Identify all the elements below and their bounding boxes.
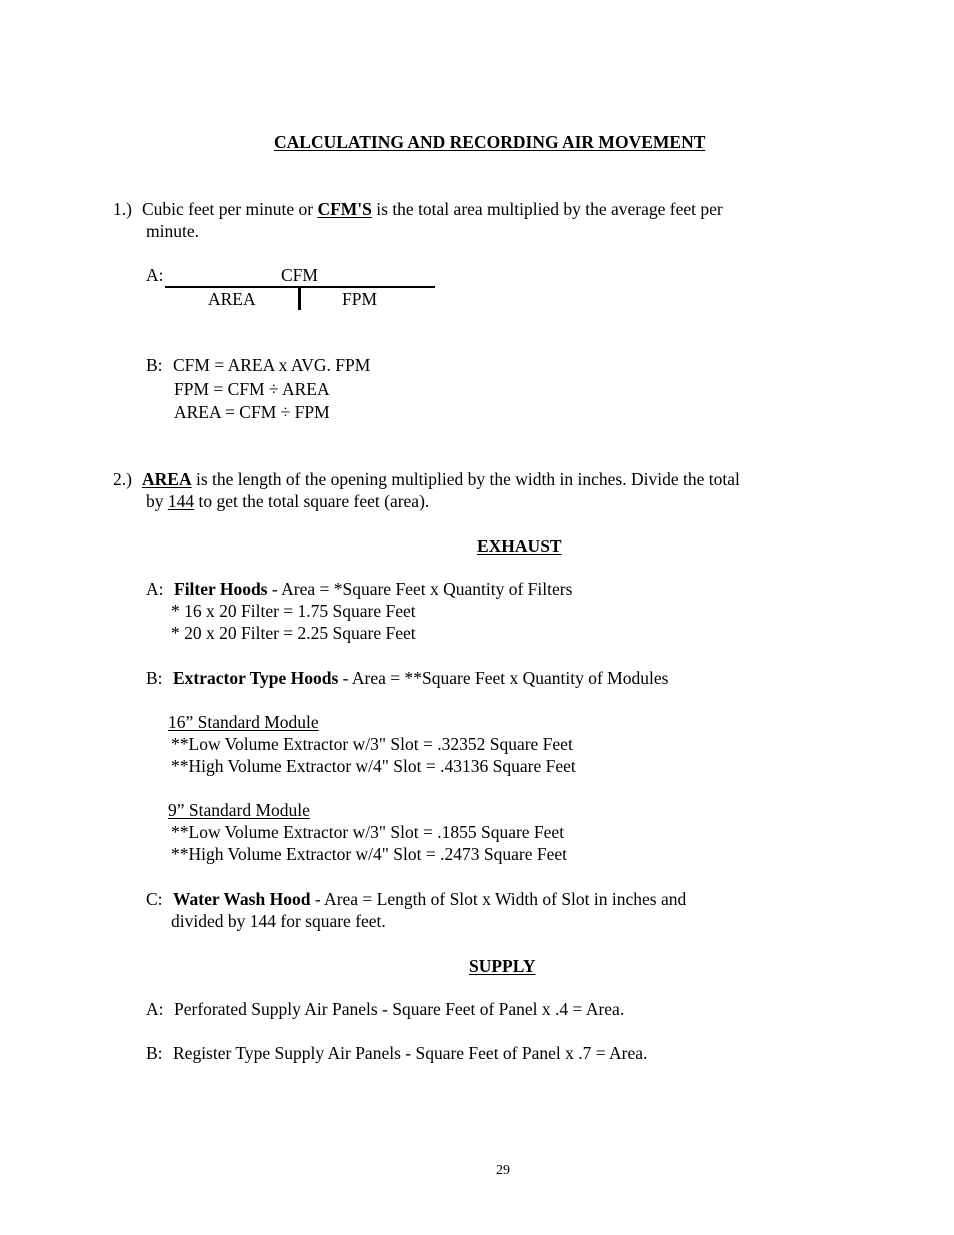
exhaust-heading: EXHAUST — [477, 536, 562, 556]
filter-16x20: * 16 x 20 Filter = 1.75 Square Feet — [171, 601, 416, 621]
area-term: AREA — [142, 469, 192, 489]
supply-a-label: A: — [146, 999, 164, 1019]
extractor-hoods-term: Extractor Type Hoods — [173, 668, 339, 688]
exhaust-c-line — [173, 888, 686, 910]
supply-b-text: Register Type Supply Air Panels - Square Feet of Panel x .7 = Area. — [173, 1043, 648, 1063]
item-2-line-2-post: to get the total square feet (area). — [194, 491, 430, 511]
module-9-high: **High Volume Extractor w/4" Slot = .2473 Square Feet — [171, 844, 567, 864]
item-2-line-1-post: is the length of the opening multiplied by the width in inches. Divide the total — [191, 469, 740, 489]
diagram-cfm: CFM — [281, 265, 318, 285]
formula-fpm: FPM = CFM ÷ AREA — [174, 379, 330, 399]
item-1-line-1-pre: Cubic feet per minute or — [142, 199, 318, 219]
module-16-low: **Low Volume Extractor w/3" Slot = .32352 Square Feet — [171, 734, 573, 754]
diagram-fpm: FPM — [342, 289, 378, 309]
item-2-number: 2.) — [113, 469, 132, 489]
formulas-label: B: — [146, 355, 163, 375]
water-wash-term: Water Wash Hood — [173, 889, 311, 909]
diagram-label: A: — [146, 265, 164, 285]
exhaust-b-label: B: — [146, 668, 163, 688]
item-2-line-2 — [146, 490, 429, 512]
exhaust-c-line-2: divided by 144 for square feet. — [171, 911, 386, 931]
divisor-144: 144 — [167, 491, 195, 511]
module-9-low: **Low Volume Extractor w/3" Slot = .1855 Square Feet — [171, 822, 565, 842]
cfms-term: CFM'S — [317, 199, 372, 219]
diagram-vertical-line — [298, 287, 301, 310]
item-1-number: 1.) — [113, 199, 132, 219]
exhaust-a-label: A: — [146, 579, 164, 599]
exhaust-a-line — [174, 578, 572, 600]
supply-b-label: B: — [146, 1043, 163, 1063]
module-16-high: **High Volume Extractor w/4" Slot = .43136 Square Feet — [171, 756, 576, 776]
filter-hoods-text: - Area = *Square Feet x Quantity of Filters — [267, 579, 573, 599]
extractor-hoods-text: - Area = **Square Feet x Quantity of Modules — [338, 668, 669, 688]
module-16-title: 16” Standard Module — [168, 712, 319, 732]
diagram-area: AREA — [208, 289, 256, 309]
filter-hoods-term: Filter Hoods — [174, 579, 268, 599]
water-wash-text: - Area = Length of Slot x Width of Slot in inches and — [310, 889, 687, 909]
formula-area: AREA = CFM ÷ FPM — [174, 402, 330, 422]
item-1-line-1 — [142, 198, 723, 220]
item-2-line-2-pre: by — [146, 491, 168, 511]
supply-a-text: Perforated Supply Air Panels - Square Feet of Panel x .4 = Area. — [174, 999, 625, 1019]
exhaust-c-label: C: — [146, 889, 163, 909]
item-2-line-1 — [142, 468, 740, 490]
module-9-title: 9” Standard Module — [168, 800, 310, 820]
filter-20x20: * 20 x 20 Filter = 2.25 Square Feet — [171, 623, 416, 643]
formula-cfm: CFM = AREA x AVG. FPM — [173, 355, 371, 375]
page-title: CALCULATING AND RECORDING AIR MOVEMENT — [274, 132, 706, 152]
supply-heading: SUPPLY — [469, 956, 536, 976]
exhaust-b-line — [173, 667, 668, 689]
item-1-line-1-post: is the total area multiplied by the average feet per — [371, 199, 723, 219]
item-1-line-2: minute. — [146, 221, 199, 241]
page-number: 29 — [496, 1163, 510, 1178]
